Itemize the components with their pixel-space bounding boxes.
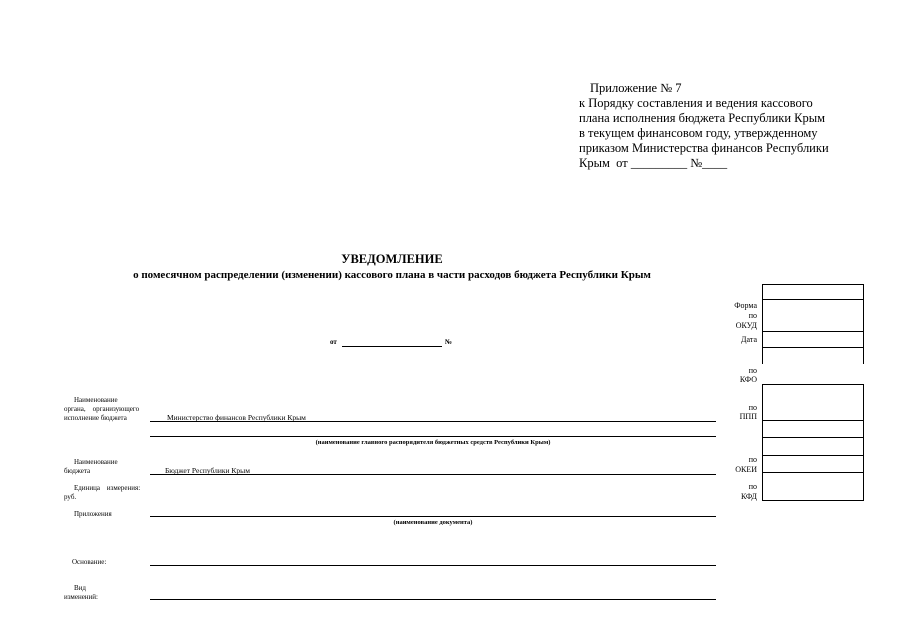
appendix-line-1: к Порядку составления и ведения кассового [579,96,813,110]
document-subtitle: о помесячном распределении (изменении) кассового плана в части расходов бюджета Республики Крым [133,269,651,281]
kfd-label: КФД [740,492,757,501]
org-caption-line [150,436,716,437]
basis-line[interactable] [150,565,716,566]
unit-label-1: Единица измерения: [74,484,141,492]
ppp-label: ППП [739,412,757,421]
kfd-po-label: по [748,482,757,491]
date-field[interactable] [342,346,442,347]
kfd-code-cell[interactable] [764,473,862,499]
okud-label: ОКУД [735,321,757,330]
attach-caption: (наименование документа) [393,519,473,526]
appendix-line-3: в текущем финансовом году, утвержденному [579,126,818,140]
appendix-line-5: Крым от _________ №____ [579,156,728,170]
okei-po-label: по [748,455,757,464]
budget-value: Бюджет Республики Крым [165,466,250,475]
org-label-2: органа, организующего [64,405,140,413]
appendix-line-2: плана исполнения бюджета Республики Крым [579,111,826,125]
document-title: УВЕДОМЛЕНИЕ [341,252,443,266]
ppp-code-cell[interactable] [764,385,862,419]
budget-value-line[interactable] [150,474,716,475]
org-label-3: исполнение бюджета [64,414,127,422]
okei-code-cell[interactable] [764,456,862,471]
attach-label: Приложения [74,510,112,518]
date-code-cell[interactable] [764,332,862,346]
appendix-number: Приложение № 7 [590,81,682,95]
appendix-line-4: приказом Министерства финансов Республики [579,141,829,155]
kind-label-2: изменений: [64,593,98,601]
budget-label-1: Наименование [74,458,118,466]
date-from-label: от [330,338,337,346]
kind-label-1: Вид [74,584,86,592]
budget-label-2: бюджета [64,467,91,475]
ppp-po-label: по [748,403,757,412]
kind-line[interactable] [150,599,716,600]
org-value-line[interactable] [150,421,716,422]
date-label: Дата [741,335,757,344]
org-value: Министерство финансов Республики Крым [167,413,306,422]
form-label: Форма [734,301,757,310]
org-label-1: Наименование [74,396,118,404]
attach-line[interactable] [150,516,716,517]
kfo-po-label: по [748,366,757,375]
okei-label: ОКЕИ [735,465,757,474]
basis-label: Основание: [72,558,107,566]
okud-code-cell[interactable] [764,300,862,330]
number-label: № [445,338,453,346]
org-caption: (наименование главного распорядителя бюджетных средств Республики Крым) [315,439,551,446]
kfo-label: КФО [739,375,757,384]
unit-label-2: руб. [64,493,77,501]
okud-po-label: по [748,311,757,320]
